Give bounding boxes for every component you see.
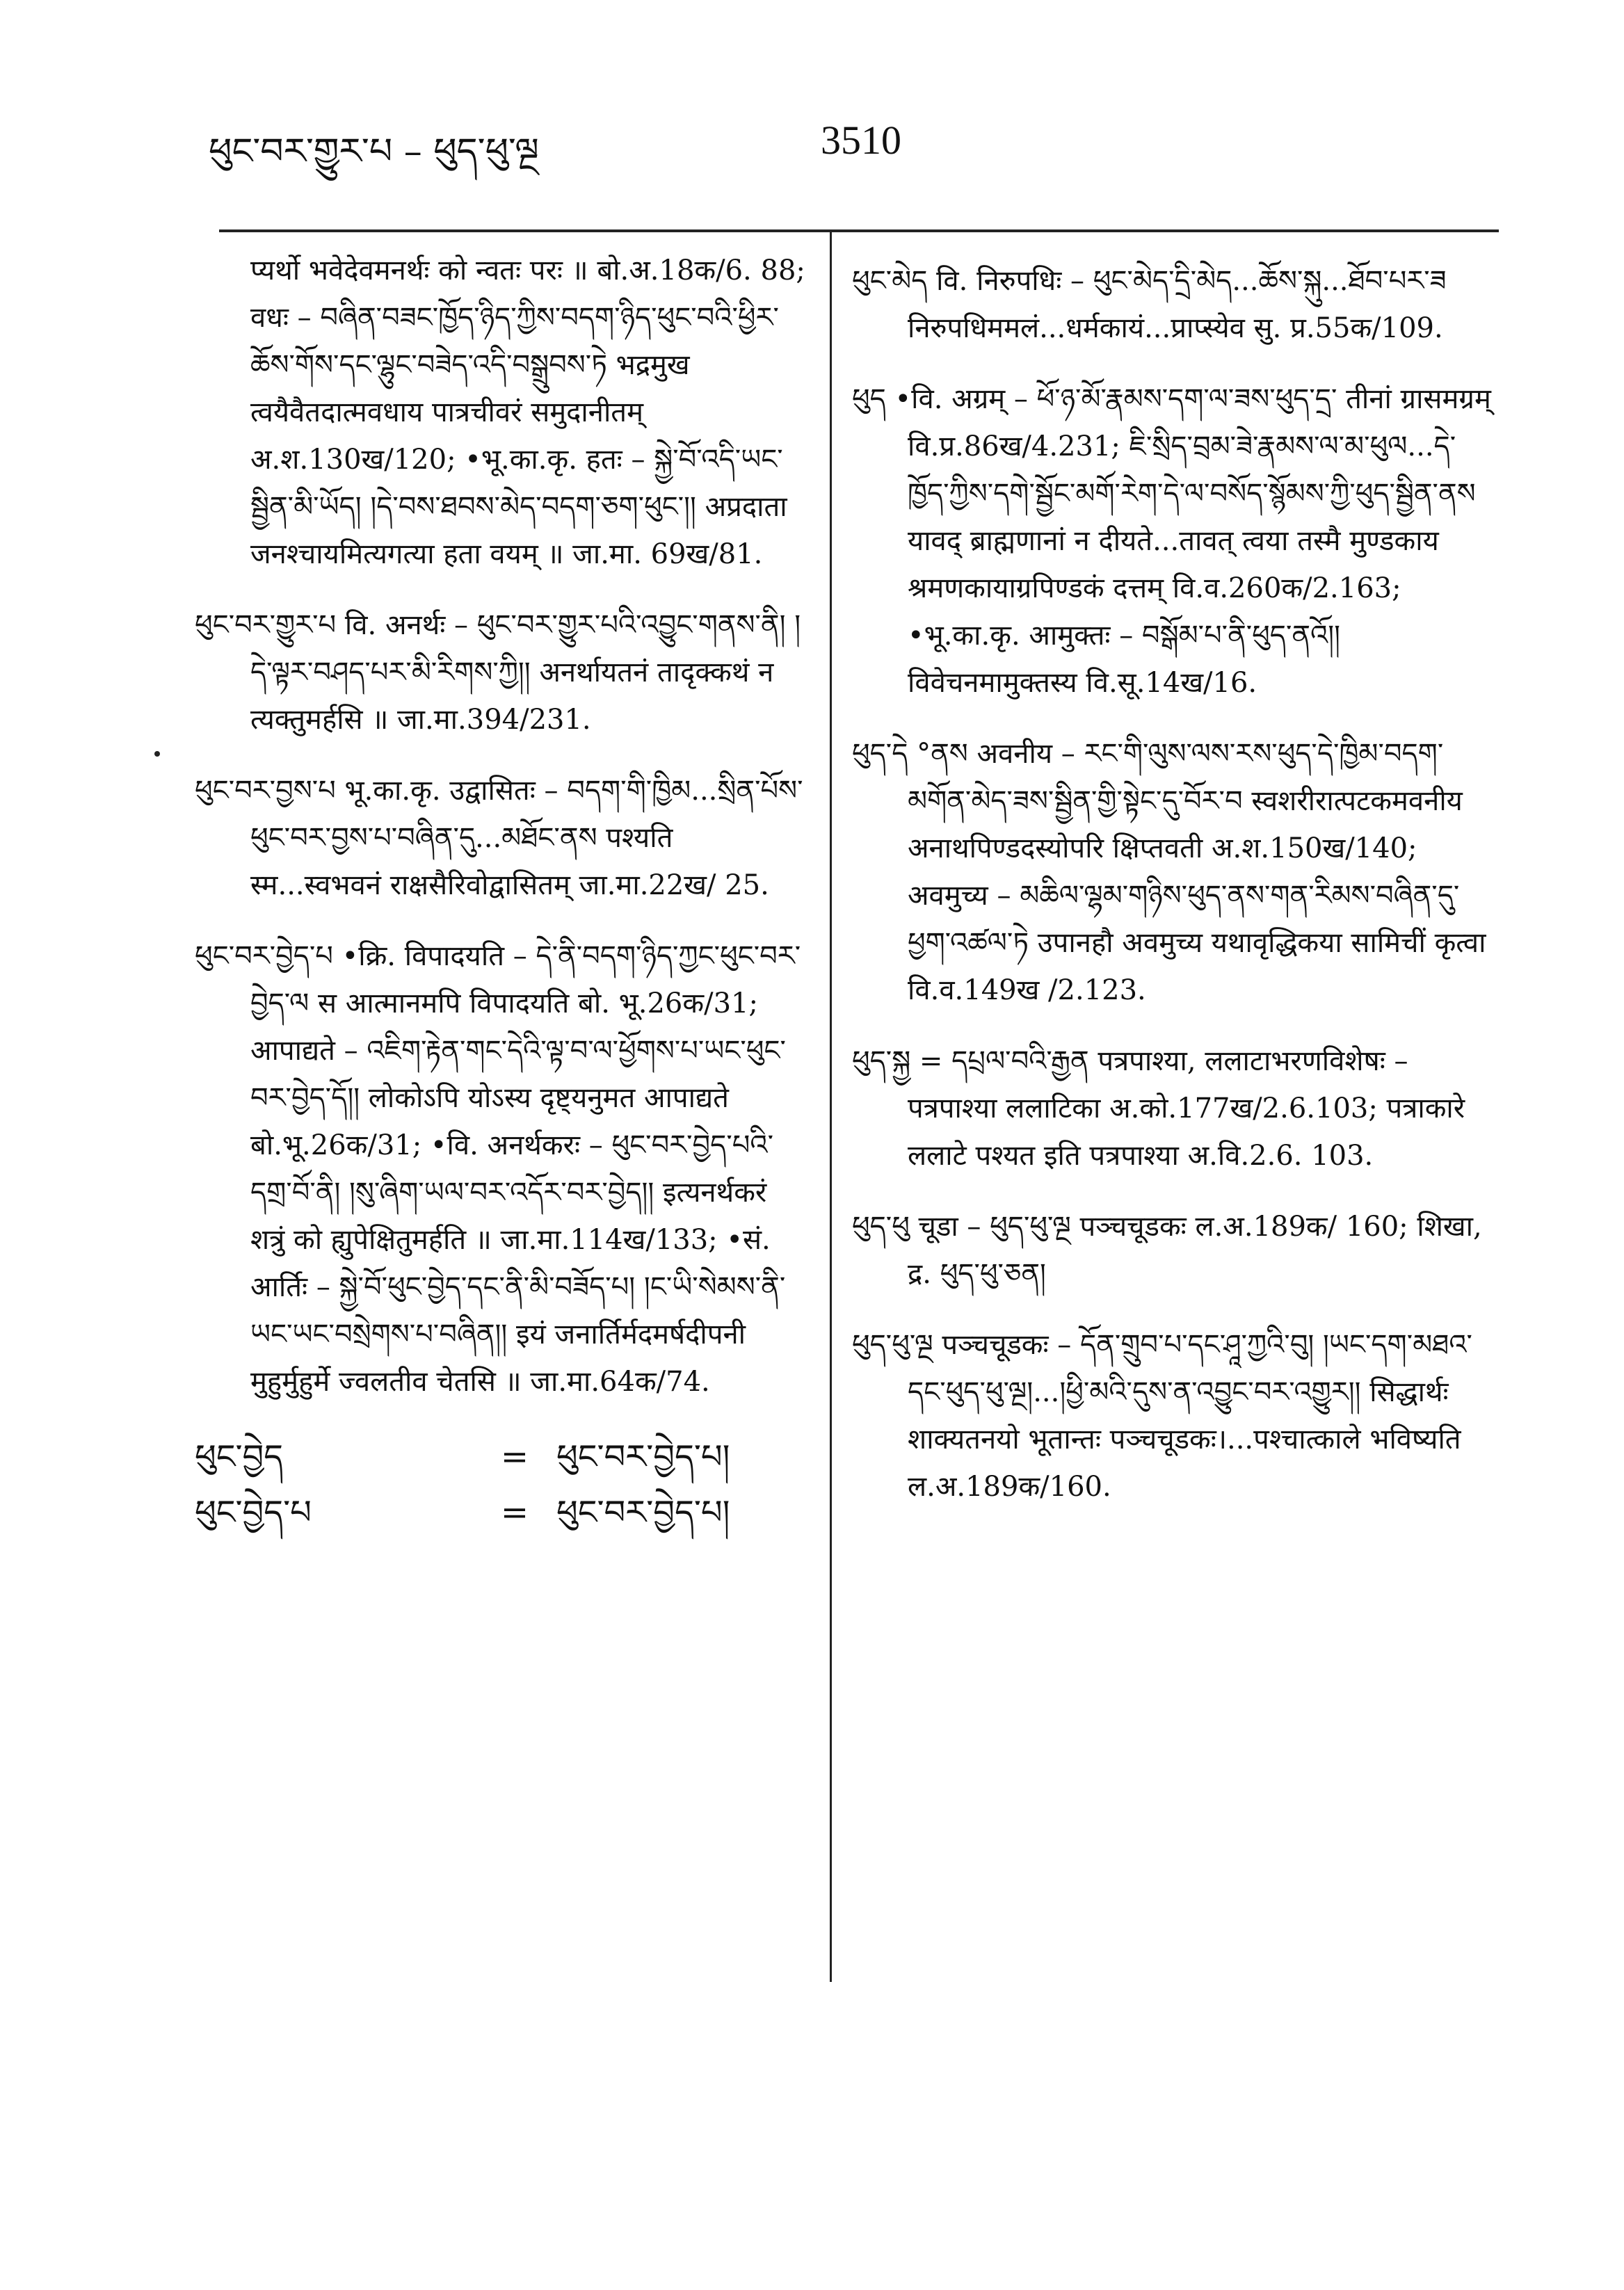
header-rule (219, 229, 1499, 232)
dictionary-entry (195, 767, 807, 909)
right-column (852, 257, 1492, 1534)
entry-text: ཕུང་བར་བྱེད་པ •क्रि. विपादयति – དེ་ནི་བདག་ཉིད་ཀྱང་ཕུང་བར་བྱེད་ལ स आत्मानमपि विपादयति बो. भू.26क/31; आपाद्यते – འཇིག་རྟེན་གང་དེའི་ལྟ་བ་ལ་ཕྱོགས་པ་ཡང་ཕུང་བར་བྱེད་དོ།། लोकोऽपि योऽस्य दृष्ट्यनुमत आपाद्यते बो.भू.26क/31; •वि. अनर्थकरः – ཕུང་བར་བྱེད་པའི་དགྲ་བོ་ནི། །སུ་ཞིག་ཡལ་བར་འདོར་བར་བྱེད།། इत्यनर्थकरं शत्रुं को ह्युपेक्षितुमर्हति ॥ जा.मा.114ख/133; •सं. आर्तिः – སྐྱེ་བོ་ཕུང་བྱེད་དང་ནི་མི་བཟོད་པ། །ང་ཡི་སེམས་ནི་ཡང་ཡང་བསྲེགས་པ་བཞིན།། इयं जनार्तिर्मदमर्षदीपनी मुहुर्मुहुर्मे ज्वलतीव चेतसि ॥ जा.मा.64क/74. (195, 940, 801, 1398)
margin-dot (154, 751, 160, 757)
dictionary-entry (195, 933, 807, 1405)
column-divider (830, 229, 832, 1982)
running-head: ཕུང་བར་གྱུར་པ – ཕུད་ཕུ་ལྔ (209, 131, 539, 172)
cross-ref-headword: ཕུང་བྱེད (195, 1437, 284, 1476)
entry-text: ཕུད་ཕུ चूडा – ཕུད་ཕུ་ལྔ पञ्चचूडकः ल.अ.189क/ 160; शिखा, द्र. ཕུད་ཕུ་ཅན། (852, 1211, 1482, 1290)
dictionary-entry (852, 730, 1492, 1014)
entry-text: ཕུད་སྐྱ = དཔྲལ་བའི་རྒྱན पत्रपाश्या, ललाटाभरणविशेषः – पत्रपाश्या ललाटिका अ.को.177ख/2.6.103; पत्राकारे ललाटे पश्यत इति पत्रपाश्या अ.वि.2.6. 103. (852, 1045, 1465, 1172)
dictionary-entry (195, 602, 807, 743)
dictionary-entry (852, 1038, 1492, 1179)
dictionary-entry (852, 257, 1492, 352)
cross-reference (195, 1429, 807, 1485)
entry-text: ཕུད •वि. अग्रम् – ཕོ་ཉ་མོ་རྣམས་དག་ལ་ཟས་ཕུད་དྲ་ तीनां ग्रासमग्रम् वि.प्र.86ख/4.231; ཇི་སྲིད་བྲམ་ཟེ་རྣམས་ལ་མ་ཕུལ...དེ་ཁྱོད་ཀྱིས་དགེ་སྦྱོང་མགོ་རེག་དེ་ལ་བསོད་སྙོམས་ཀྱི་ཕུད་སྦྱིན་ནས यावद् ब्राह्मणानां न दीयते...तावत् त्वया तस्मै मुण्डकाय श्रमणकायाग्रपिण्डकं दत्तम् वि.व.260क/2.163; •भू.का.कृ. आमुक्तः – བསྒོམ་པ་ནི་ཕུད་ནའོ།། विवेचनमामुक्तस्य वि.सू.14ख/16. (852, 383, 1491, 699)
entry-text: ཕུད་ཕུ་ལྔ पञ्चचूडकः – དོན་གྲུབ་པ་དང་ཤཱ་ཀྱའི་བུ། །ཡང་དག་མཐའ་དང་ཕུད་ཕུ་ལྔ།...།ཕྱི་མའི་དུས་ན་འབྱུང་བར་འགྱུར།། सिद्धार्थः शाक्यतनयो भूतान्तः पञ्चचूडकः।...पश्चात्काले भविष्यति ल.अ.189क/160. (852, 1329, 1472, 1503)
page-number: 3510 (821, 118, 901, 163)
equals-sign: = (500, 1493, 529, 1532)
equals-sign: = (500, 1437, 529, 1476)
cross-reference (195, 1485, 807, 1540)
entry-text: ཕུད་དེ °ནས अवनीय – རང་གི་ལུས་ལས་རས་ཕུད་དེ་ཁྱིམ་བདག་མགོན་མེད་ཟས་སྦྱིན་གྱི་སྟེང་དུ་བོར་བ स्वशरीरात्पटकमवनीय अनाथपिण्डदस्योपरि क्षिप्तवती अ.श.150ख/140; अवमुच्य – མཆིལ་ལྷམ་གཉིས་ཕུད་ནས་གན་རིམས་བཞིན་དུ་ཕྱག་འཚལ་ཏེ उपानहौ अवमुच्य यथावृद्धिकया सामिचीं कृत्वा वि.व.149ख /2.123. (852, 738, 1486, 1006)
entry-text: ཕུང་བར་གྱུར་པ वि. अनर्थः – ཕུང་བར་གྱུར་པའི་འབྱུང་གནས་ནི། །དེ་ལྟར་བཤད་པར་མི་རིགས་ཀྱི།། अनर्थायतनं तादृक्कथं न त्यक्तुमर्हसि ॥ जा.मा.394/231. (195, 609, 801, 736)
dictionary-entry (852, 1203, 1492, 1298)
entry-text: प्यर्थो भवेदेवमनर्थः को न्वतः परः ॥ बो.अ.18क/6. 88; वधः – བཞིན་བཟང་ཁྱོད་ཉིད་ཀྱིས་བདག་ཉིད་ཕུང་བའི་ཕྱིར་ཆོས་གོས་དང་ལྷུང་བཟེད་འདི་བསྒྲུབས་ཏེ भद्रमुख त्वयैवैतदात्मवधाय पात्रचीवरं समुदानीतम् अ.श.130ख/120; •भू.का.कृ. हतः – སྐྱེ་བོ་འདི་ཡང་སྦྱིན་མི་ཡོད། །དེ་བས་ཐབས་མེད་བདག་ཅག་ཕུང་།། अप्रदाता जनश्चायमित्यगत्या हता वयम् ॥ जा.मा. 69ख/81. (250, 255, 805, 570)
cross-ref-target: ཕུང་བར་བྱེད་པ། (556, 1493, 730, 1532)
entry-text: ཕུང་མེད वि. निरुपधिः – ཕུང་མེད་དྲི་མེད...ཆོས་སྐུ...ཐོབ་པར་ཟ निरुपधिममलं...धर्मकायं...प्राप्स्येव सु. प्र.55क/109. (852, 265, 1447, 344)
dictionary-entry (852, 1321, 1492, 1510)
entry-text: ཕུང་བར་བྱས་པ भू.का.कृ. उद्वासितः – བདག་གི་ཁྱིམ...སྲིན་པོས་ཕུང་བར་བྱས་པ་བཞིན་དུ...མཐོང་ནས पश्यति स्म...स्वभवनं राक्षसैरिवोद्वासितम् जा.मा.22ख/ 25. (195, 775, 803, 901)
dictionary-entry (195, 247, 807, 578)
left-column (195, 247, 807, 1540)
cross-ref-target: ཕུང་བར་བྱེད་པ། (556, 1437, 730, 1476)
cross-ref-headword: ཕུང་བྱེད་པ (195, 1493, 312, 1532)
dictionary-entry (852, 376, 1492, 707)
